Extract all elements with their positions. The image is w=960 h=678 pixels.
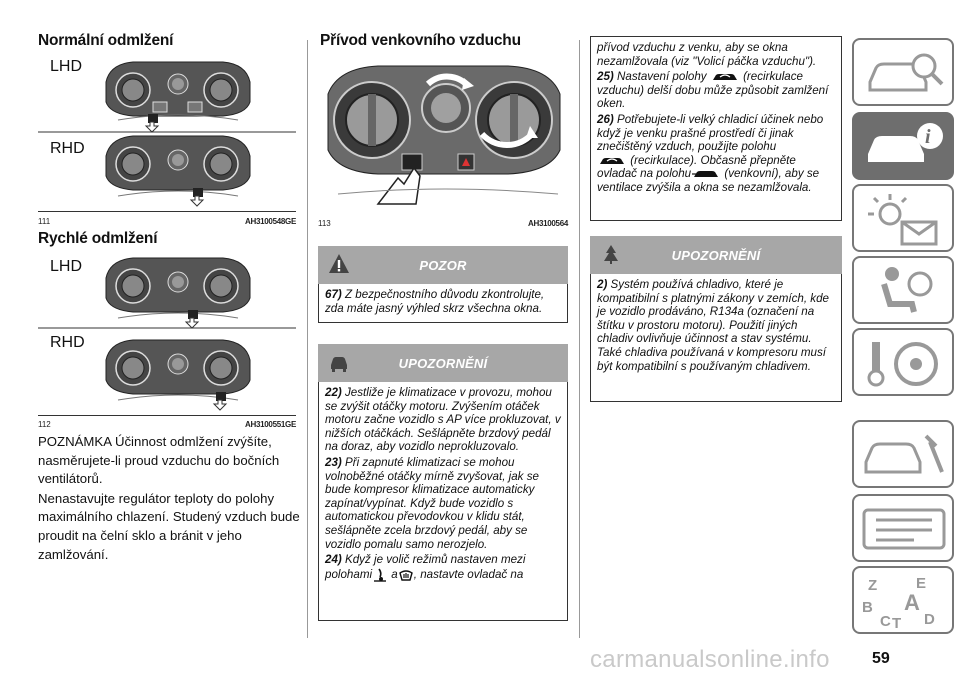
index-letter: C	[880, 613, 891, 630]
figure-code: AH3100564	[528, 219, 568, 228]
index-letter: D	[924, 611, 935, 628]
item-number: 24)	[325, 553, 342, 567]
item-text: (recirkulace vzduchu) delší dobu může způsobit zamlžení oken.	[597, 70, 829, 111]
notice-body	[590, 274, 842, 402]
figure-caption	[38, 418, 296, 429]
index-tab-car-info[interactable]	[852, 112, 954, 180]
figure-number: 113	[318, 219, 331, 228]
index-letter: B	[862, 599, 873, 616]
rhd-label: RHD	[50, 334, 85, 351]
section-title-fast-defog: Rychlé odmlžení	[38, 230, 158, 247]
windshield-defrost-icon	[398, 567, 414, 583]
figure-code: AH3100548GE	[245, 217, 296, 226]
svg-text:i: i	[925, 126, 931, 148]
paragraph: Nenastavujte regulátor teploty do polohy maximálního chlazení. Studený vzduch bude proudit na čelní sklo a bránit v jeho zamlžování.	[38, 490, 300, 562]
index-letter: Z	[868, 577, 878, 594]
index-tab-seat-airbag[interactable]	[852, 256, 954, 324]
notice-continued-text: přívod vzduchu z venku, aby se okna nezamlžovala (viz "Volicí páčka vzduchu").	[597, 41, 817, 68]
index-letter: A	[904, 590, 920, 615]
seat-airbag-icon	[854, 258, 954, 324]
figure-caption	[38, 215, 296, 226]
figure-caption	[318, 217, 568, 228]
page-number: 59	[872, 650, 890, 667]
item-number: 2)	[597, 278, 608, 291]
car-service-icon	[854, 422, 954, 488]
figure-code: AH3100551GE	[245, 420, 296, 429]
figure-112	[38, 250, 296, 416]
notice-header	[318, 344, 568, 382]
index-letters-icon	[854, 568, 954, 634]
notice-header	[590, 236, 842, 274]
lhd-label: LHD	[50, 258, 83, 275]
figure-113	[318, 54, 568, 214]
caution-item	[325, 288, 561, 315]
rhd-label: RHD	[50, 140, 85, 157]
note-paragraph: POZNÁMKA Účinnost odmlžení zvýšíte, nasměrujete-li proud vzduchu do bočních ventilátorů.	[38, 434, 280, 487]
caution-box	[318, 246, 568, 323]
index-letter: T	[892, 615, 902, 632]
figure-number: 111	[38, 217, 51, 226]
column-divider	[579, 40, 580, 638]
notice-continued-box	[590, 36, 842, 221]
item-text: Systém používá chladivo, které je kompatibilní s platnými zákony v zemích, kde je vozidlo prodáváno, R134a (označení na štítku v prostoru motoru). Použití jiných chladiv ovlivňuje účinnost a stav systému. Také chladiva používaná v kompresoru musí být kompatibilní s používaným chladivem.	[597, 278, 829, 373]
item-text: (venkovní), aby se ventilace zvýšila a okna se nezamlžovala.	[597, 167, 820, 194]
index-tab-key-steering[interactable]	[852, 328, 954, 396]
index-tab-car-tools[interactable]	[852, 494, 954, 562]
figure-111	[38, 52, 296, 212]
notice-body	[318, 382, 568, 621]
item-number: 67)	[325, 288, 342, 301]
plant-environment-icon	[600, 243, 622, 265]
body-text	[38, 433, 300, 565]
key-steering-icon	[854, 330, 954, 396]
notice-item	[597, 113, 835, 195]
notice-item	[325, 553, 561, 583]
defrost-mode-icon	[372, 567, 388, 583]
index-tab-alphabet-index[interactable]	[852, 566, 954, 634]
outside-air-car-icon	[691, 168, 721, 180]
notice-item	[325, 386, 561, 454]
notice-item	[325, 456, 561, 551]
item-text: (recirkulace). Občasně přepněte ovladač na polohu	[597, 153, 796, 181]
car-search-icon	[854, 40, 954, 106]
hvac-panel-illustration	[38, 52, 296, 212]
caution-body	[318, 284, 568, 323]
item-number: 22)	[325, 386, 342, 399]
figure-number: 112	[38, 420, 51, 429]
watermark: carmanualsonline.info	[590, 646, 830, 673]
index-tab-car-service[interactable]	[852, 420, 954, 488]
notice-box	[590, 236, 842, 402]
car-notice-icon	[328, 351, 350, 373]
item-number: 26)	[597, 112, 614, 126]
warning-lights-icon	[854, 186, 954, 252]
lhd-label: LHD	[50, 58, 83, 75]
section-title-outside-air: Přívod venkovního vzduchu	[320, 32, 521, 49]
item-text: Nastavení polohy	[617, 70, 707, 84]
column-divider	[307, 40, 308, 638]
item-text: Při zapnuté klimatizaci se mohou volnoběžné otáčky mírně zvyšovat, jak se bude kompresor klimatizace automaticky zapínat/vypínat. Když bude vozidlo s automatickou převodovkou v klidu stát, sešlápněte zcela brzdový pedál, aby se vozidlo pomalu samo nerozjelo.	[325, 455, 539, 551]
index-letter: E	[916, 575, 927, 592]
item-number: 25)	[597, 70, 614, 84]
item-text: Potřebujete-li velký chladicí účinek nebo když je venku prašné prostředí či jinak znečištěný vzduch, použijte polohu	[597, 112, 824, 154]
caution-title: POZOR	[419, 257, 467, 273]
hvac-panel-closeup	[318, 54, 568, 214]
notice-title: UPOZORNĚNÍ	[671, 247, 761, 263]
car-info-icon	[854, 114, 954, 180]
notice-item	[597, 278, 835, 373]
item-text: , nastavte ovladač na	[413, 567, 524, 581]
exclamation-icon	[328, 253, 350, 275]
item-text: Jestliže je klimatizace v provozu, mohou se zvýšit otáčky motoru. Zvýšením otáček motoru začne vozidlo s AP více prokluzovat, v nižších otáčkách. Sešlápněte brzdový pedál na doraz, aby vozidlo neprokluzovalo.	[325, 386, 561, 454]
notice-box	[318, 344, 568, 621]
item-text: a	[391, 567, 398, 581]
caution-header	[318, 246, 568, 284]
recirculation-car-icon	[710, 71, 740, 83]
notice-title: UPOZORNĚNÍ	[398, 355, 488, 371]
item-text: Když je volič režimů nastaven mezi polohami	[325, 553, 526, 581]
section-title-normal-defog: Normální odmlžení	[38, 32, 174, 49]
item-text: Z bezpečnostního důvodu zkontrolujte, zda máte jasný výhled skrz všechna okna.	[325, 288, 545, 315]
index-tab-warning-lights[interactable]	[852, 184, 954, 252]
index-tab-car-search[interactable]	[852, 38, 954, 106]
car-tools-icon	[854, 496, 954, 562]
recirculation-car-icon	[597, 155, 627, 167]
notice-item	[597, 70, 835, 111]
item-number: 23)	[325, 455, 342, 469]
